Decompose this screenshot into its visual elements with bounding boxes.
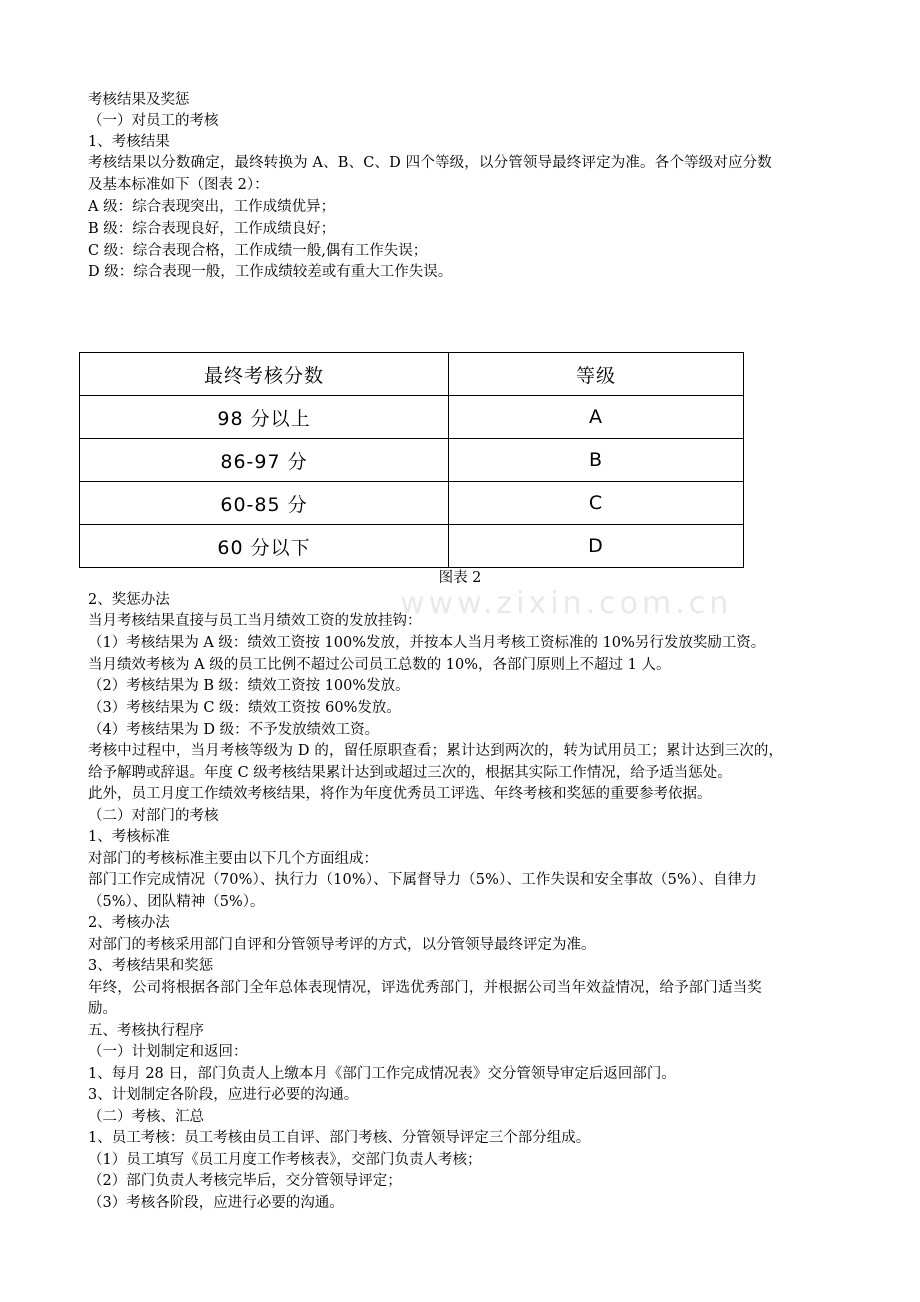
paragraph-line: （1）考核结果为 A 级：绩效工资按 100%发放，并按本人当月考核工资标准的 10%另行发放奖励工资。	[88, 635, 766, 651]
subsection-heading: （二）考核、汇总	[88, 1109, 204, 1125]
subsection-heading: （一）对员工的考核	[88, 113, 219, 129]
paragraph-line: 当月考核结果直接与员工当月绩效工资的发放挂钩：	[88, 613, 422, 629]
grade-b-line: B 级：综合表现良好，工作成绩良好；	[88, 221, 336, 237]
paragraph-line: （1）员工填写《员工月度工作考核表》，交部门负责人考核；	[88, 1152, 482, 1168]
table-row	[80, 482, 744, 525]
table-cell-grade: A	[449, 396, 744, 439]
grade-table	[79, 352, 744, 568]
table-row	[80, 396, 744, 439]
table-row	[80, 525, 744, 568]
table-cell-grade: C	[449, 482, 744, 525]
table-caption: 图表 2	[438, 570, 482, 586]
paragraph-line: （4）考核结果为 D 级：不予发放绩效工资。	[88, 722, 380, 738]
paragraph-line: 给予解聘或辞退。年度 C 级考核结果累计达到或超过三次的，根据其实际工作情况，给予适当惩处。	[88, 765, 732, 781]
table-header-row	[80, 353, 744, 396]
paragraph-line: 1、每月 28 日，部门负责人上缴本月《部门工作完成情况表》交分管领导审定后返回部门。	[88, 1066, 676, 1082]
paragraph-line: 考核结果以分数确定，最终转换为 A、B、C、D 四个等级，以分管领导最终评定为准。各个等级对应分数	[88, 155, 772, 171]
table-row	[80, 439, 744, 482]
subsection-heading: （一）计划制定和返回：	[88, 1044, 248, 1060]
table-cell-score: 60 分以下	[80, 525, 449, 568]
paragraph-line: 1、员工考核：员工考核由员工自评、部门考核、分管领导评定三个部分组成。	[88, 1130, 591, 1146]
paragraph-line: 部门工作完成情况（70%）、执行力（10%）、下属督导力（5%）、工作失误和安全事故（5%）、自律力	[88, 872, 757, 888]
table-header-grade: 等级	[449, 353, 744, 396]
paragraph-line: 此外，员工月度工作绩效考核结果，将作为年度优秀员工评选、年终考核和奖惩的重要参考依据。	[88, 786, 712, 802]
item-heading: 3、考核结果和奖惩	[88, 958, 214, 974]
table-cell-score: 60-85 分	[80, 482, 449, 525]
section-title: 考核结果及奖惩	[88, 92, 190, 108]
paragraph-line: （3）考核结果为 C 级：绩效工资按 60%发放。	[88, 700, 401, 716]
paragraph-line: （3）考核各阶段，应进行必要的沟通。	[88, 1195, 344, 1211]
table-cell-grade: D	[449, 525, 744, 568]
watermark-text: www.zixin.com.cn	[400, 586, 733, 621]
paragraph-line: 考核中过程中，当月考核等级为 D 的，留任原职查看；累计达到两次的，转为试用员工；累计达到三次的，	[88, 743, 784, 759]
paragraph-line: 对部门的考核标准主要由以下几个方面组成：	[88, 851, 378, 867]
table-cell-score: 86-97 分	[80, 439, 449, 482]
paragraph-line: 励。	[88, 1001, 117, 1017]
paragraph-line: 当月绩效考核为 A 级的员工比例不超过公司员工总数的 10%，各部门原则上不超过 1 人。	[88, 657, 671, 673]
table-cell-grade: B	[449, 439, 744, 482]
paragraph-line: 年终，公司将根据各部门全年总体表现情况，评选优秀部门，并根据公司当年效益情况，给予部门适当奖	[88, 980, 762, 996]
paragraph-line: 对部门的考核采用部门自评和分管领导考评的方式，以分管领导最终评定为准。	[88, 937, 596, 953]
grade-d-line: D 级：综合表现一般，工作成绩较差或有重大工作失误。	[88, 264, 453, 280]
grade-a-line: A 级：综合表现突出，工作成绩优异；	[88, 199, 336, 215]
paragraph-line: 3、计划制定各阶段，应进行必要的沟通。	[88, 1087, 359, 1103]
item-heading: 1、考核结果	[88, 134, 170, 150]
grade-c-line: C 级：综合表现合格，工作成绩一般,偶有工作失误；	[88, 243, 428, 259]
item-heading: 1、考核标准	[88, 829, 170, 845]
subsection-heading: （二）对部门的考核	[88, 808, 219, 824]
paragraph-line: （2）考核结果为 B 级：绩效工资按 100%发放。	[88, 678, 410, 694]
table-cell-score: 98 分以上	[80, 396, 449, 439]
paragraph-line: （5%）、团队精神（5%）。	[88, 894, 265, 910]
paragraph-line: （2）部门负责人考核完毕后，交分管领导评定；	[88, 1173, 402, 1189]
item-heading: 2、考核办法	[88, 915, 170, 931]
table-header-score: 最终考核分数	[80, 353, 449, 396]
item-heading: 2、奖惩办法	[88, 592, 170, 608]
section-title: 五、考核执行程序	[88, 1023, 204, 1039]
paragraph-line: 及基本标准如下（图表 2）：	[88, 177, 269, 193]
